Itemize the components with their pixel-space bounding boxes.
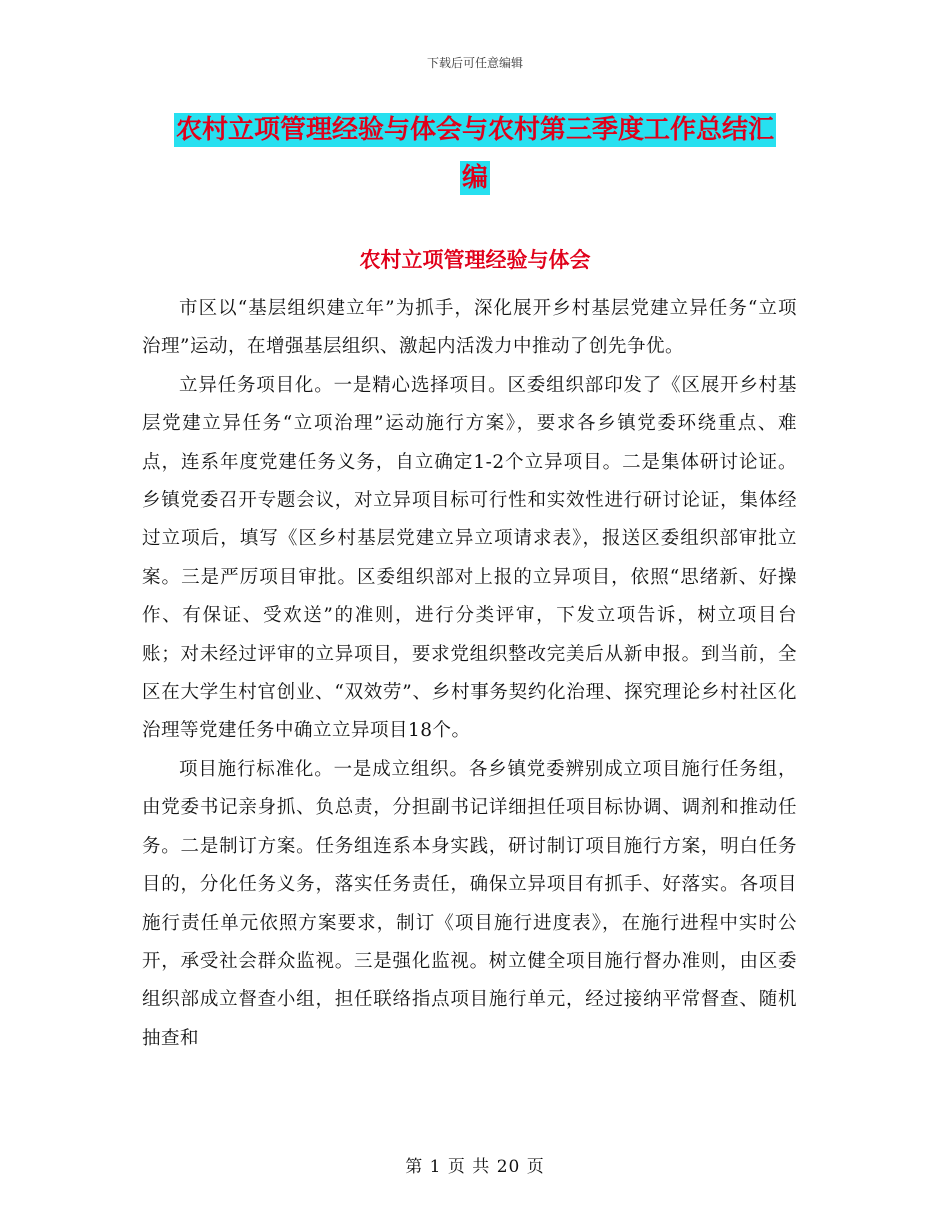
paragraph: 立异任务项目化。一是精心选择项目。区委组织部印发了《区展开乡村基层党建立异任务“立项治理”运动施行方案》，要求各乡镇党委环绕重点、难点，连系年度党建任务义务，自立确定1-2个立异项目。二是集体研讨论证。乡镇党委召开专题会议，对立异项目标可行性和实效性进行研讨论证，集体经过立项后，填写《区乡村基层党建立异立项请求表》，报送区委组织部审批立案。三是严厉项目审批。区委组织部对上报的立异项目，依照“思绪新、好操作、有保证、受欢送”的准则，进行分类评审，下发立项告诉，树立项目台账；对未经过评审的立异项目，要求党组织整改完美后从新申报。到当前，全区在大学生村官创业、“双效劳”、乡村事务契约化治理、探究理论乡村社区化治理等党建任务中确立立异项目18个。 (142, 374, 797, 742)
document-title-line1: 农村立项管理经验与体会与农村第三季度工作总结汇 (175, 115, 774, 145)
page-footer: 第 1 页 共 20 页 (405, 1157, 545, 1177)
paragraph: 项目施行标准化。一是成立组织。各乡镇党委辨别成立项目施行任务组，由党委书记亲身抓、负总责，分担副书记详细担任项目标协调、调剂和推动任务。二是制订方案。任务组连系本身实践，研讨制订项目施行方案，明白任务目的，分化任务义务，落实任务责任，确保立异项目有抓手、好落实。各项目施行责任单元依照方案要求，制订《项目施行进度表》，在施行进程中实时公开，承受社会群众监视。三是强化监视。树立健全项目施行督办准则，由区委组织部成立督查小组，担任联络指点项目施行单元，经过接纳平常督查、随机抽查和 (142, 758, 797, 1049)
header-note: 下载后可任意编辑 (426, 56, 523, 70)
document-body (142, 290, 797, 1058)
section-title: 农村立项管理经验与体会 (359, 248, 591, 272)
paragraph: 市区以“基层组织建立年”为抓手，深化展开乡村基层党建立异任务“立项治理”运动，在增强基层组织、激起内活泼力中推动了创先争优。 (142, 298, 797, 358)
document-title-line2: 编 (461, 163, 488, 193)
document-title (140, 106, 810, 202)
